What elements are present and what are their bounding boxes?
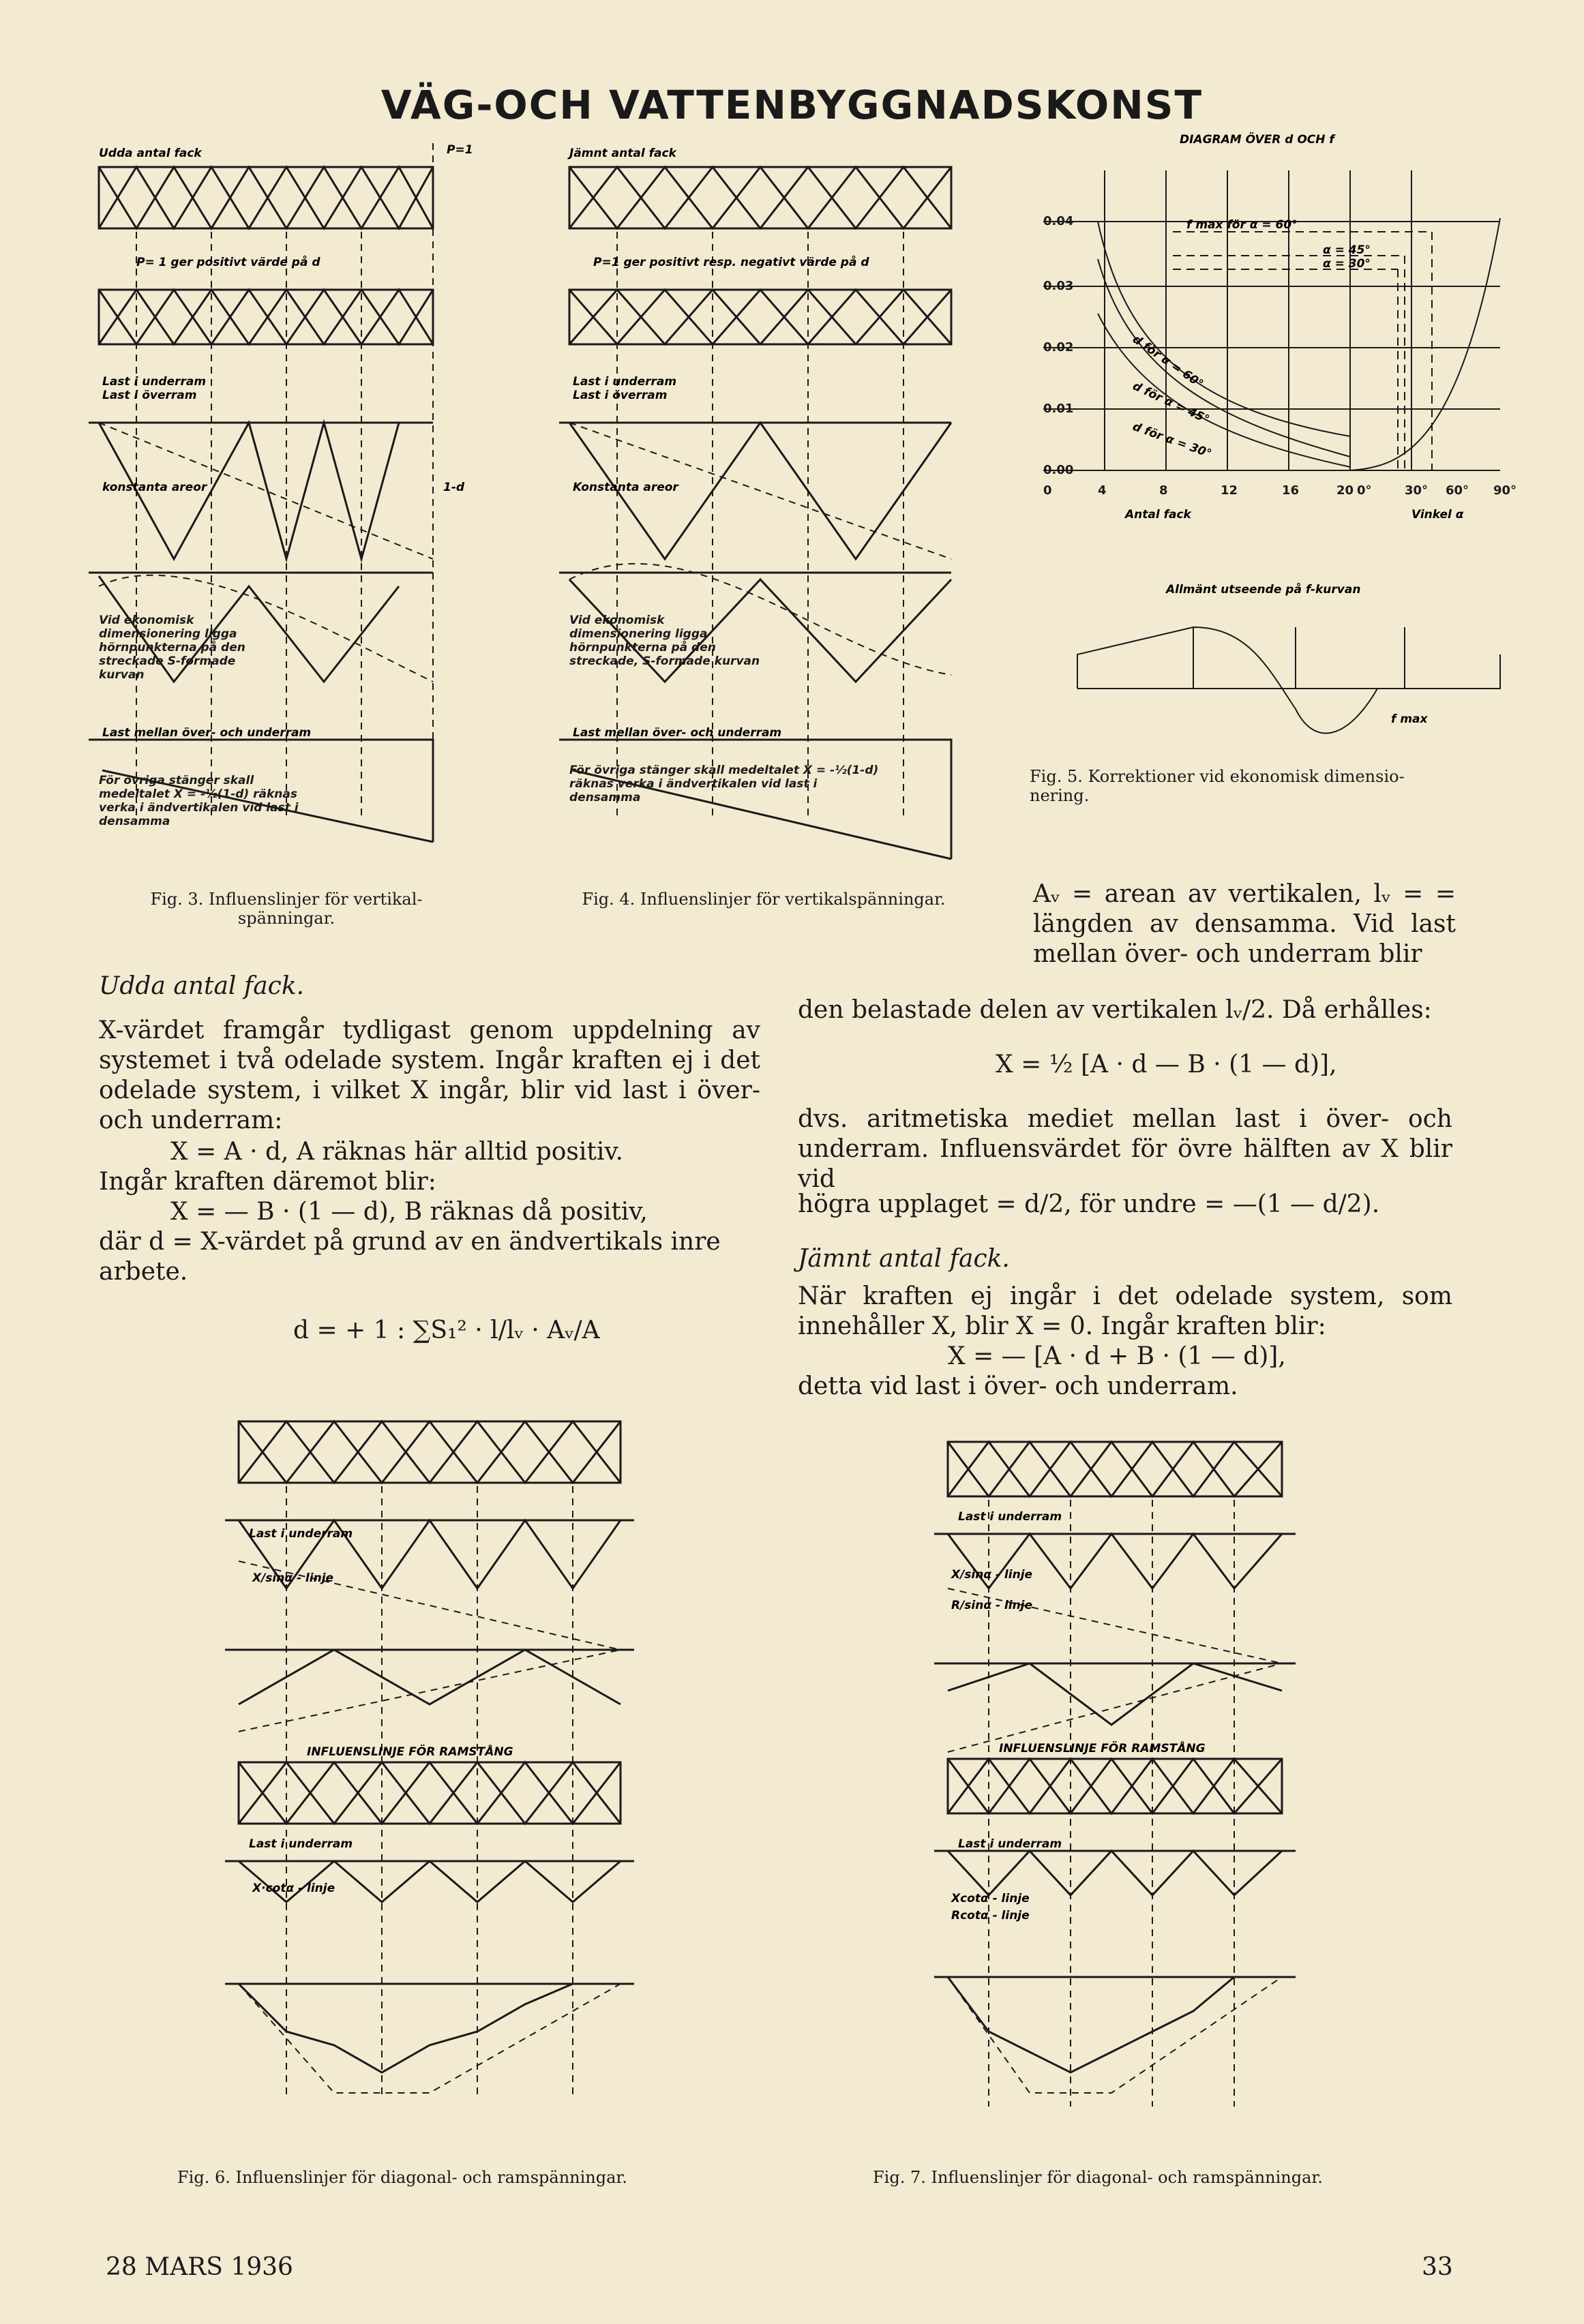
fig7-rcot: Rcotα - linje <box>951 1909 1030 1922</box>
fig6-under: Last i underram <box>249 1527 353 1541</box>
fig7-ramstang: INFLUENSLINJE FÖR RAMSTÅNG <box>999 1742 1206 1755</box>
fig5-xtick-12: 12 <box>1221 483 1238 498</box>
left-heading: Udda antal fack. <box>99 972 305 1000</box>
fig3-caption: Fig. 3. Influenslinjer för vertikal- spänningar. <box>150 890 423 928</box>
right-eq2: X = — [A · d + B · (1 — d)], <box>948 1342 1286 1370</box>
right-para5: När kraften ej ingår i det odelade system, som innehåller X, blir X = 0. Ingår kraften blir: <box>798 1282 1452 1340</box>
page-title: VÄG-OCH VATTENBYGGNADSKONST <box>380 82 1204 128</box>
fig3-note: P= 1 ger positivt värde på d <box>136 256 320 269</box>
fig5-ytick-4: 0.01 <box>1043 402 1074 416</box>
fig5-xtick-8: 8 <box>1159 483 1168 498</box>
fig5-ytick-5: 0.00 <box>1043 463 1074 477</box>
fig5-legend-30: α = 30° <box>1323 257 1371 271</box>
fig4-diagram <box>518 136 996 879</box>
fig5-legend-60: f max för α = 60° <box>1186 218 1298 232</box>
fig6-caption: Fig. 6. Influenslinjer för diagonal- och ramspänningar. <box>177 2168 627 2187</box>
fig4-legend-under: Last i underram <box>573 375 677 389</box>
fig7-xcot: Xcotα - linje <box>951 1892 1030 1905</box>
fig5-ytick-2: 0.03 <box>1043 279 1074 293</box>
fig3-label-top: Udda antal fack <box>99 147 202 160</box>
fig6-diagram <box>170 1411 689 2141</box>
fig5-xtick-90: 90° <box>1493 483 1517 498</box>
right-para2: den belastade delen av vertikalen lᵥ/2. Då erhålles: <box>798 996 1432 1024</box>
fig4-other: För övriga stänger skall medeltalet X = -½(1-d) räknas verka i ändvertikalen vid last i densamma <box>569 764 879 804</box>
fig5-xtick-0deg: 0° <box>1357 483 1372 498</box>
fig5-curve-30: d för α = 30° <box>1131 419 1214 462</box>
fig3-econ: Vid ekonomisk dimensionering ligga hörnpunkterna på den streckade S-formade kurvan <box>99 614 245 682</box>
fig3-legend-over: Last i överram <box>102 389 197 402</box>
fig5-ytick-3: 0.02 <box>1043 340 1074 354</box>
fig4-const: Konstanta areor <box>573 481 678 494</box>
fig5-xtick-16: 16 <box>1282 483 1300 498</box>
fig3-diagram <box>48 136 511 879</box>
fig7-caption: Fig. 7. Influenslinjer för diagonal- och ramspänningar. <box>873 2168 1323 2187</box>
left-eq2: X = — B · (1 — d), B räknas då positiv, <box>170 1198 648 1226</box>
fig6-under2: Last i underram <box>249 1837 353 1851</box>
left-eq1: X = A · d, A räknas här alltid positiv. <box>170 1138 623 1166</box>
fig4-caption: Fig. 4. Influenslinjer för vertikalspänningar. <box>582 890 946 909</box>
fig5-caption: Fig. 5. Korrektioner vid ekonomisk dimensio- nering. <box>1030 767 1405 805</box>
fig4-label-top: Jämnt antal fack <box>569 147 676 160</box>
left-eq3: d = + 1 : ∑S₁² · l/lᵥ · Aᵥ/A <box>293 1316 600 1344</box>
fig5-curve-45: d för α = 45° <box>1130 379 1212 427</box>
right-para6: detta vid last i över- och underram. <box>798 1372 1238 1400</box>
fig5-xlabel-left: Antal fack <box>1125 508 1191 522</box>
left-para3: där d = X-värdet på grund av en ändvertikals inre arbete. <box>99 1228 721 1286</box>
fig4-legend-over: Last i överram <box>573 389 668 402</box>
fig4-note: P=1 ger positivt resp. negativt värde på d <box>593 256 869 269</box>
fig5-legend-45: α = 45° <box>1323 243 1371 257</box>
fig7-under2: Last i underram <box>958 1837 1062 1851</box>
fig5-xtick-30: 30° <box>1405 483 1429 498</box>
fig7-xline: X/sinα - linje <box>951 1568 1033 1582</box>
fig3-one-minus-d: 1-d <box>443 481 465 494</box>
fig5-ytick-1: 0.04 <box>1043 214 1074 228</box>
footer-date: 28 MARS 1936 <box>106 2253 293 2281</box>
right-para3: dvs. aritmetiska mediet mellan last i över- och underram. Influensvärdet för övre hälften av X blir vid <box>798 1105 1452 1193</box>
fig3-label-p1: P=1 <box>447 143 473 157</box>
right-heading: Jämnt antal fack. <box>798 1245 1010 1273</box>
right-eq1: X = ½ [A · d — B · (1 — d)], <box>996 1051 1337 1078</box>
fig7-diagram <box>873 1432 1377 2141</box>
fig5-xtick-60: 60° <box>1446 483 1469 498</box>
fig5-sub-title: Allmänt utseende på f-kurvan <box>1166 583 1361 597</box>
fig3-between: Last mellan över- och underram <box>102 726 312 740</box>
fig6-xcot: X·cotα - linje <box>252 1882 335 1895</box>
footer-page: 33 <box>1422 2253 1453 2281</box>
fig5-xtick-0: 0 <box>1043 483 1052 498</box>
left-para1: X-värdet framgår tydligast genom uppdelning av systemet i två odelade system. Ingår kraften ej i det odelade system, i vilket X ingår, blir vid last i över- och underram: <box>99 1016 760 1134</box>
left-para2: Ingår kraften däremot blir: <box>99 1168 436 1196</box>
right-para1: Aᵥ = arean av vertikalen, lᵥ = = längden av densamma. Vid last mellan över- och underram blir <box>1033 880 1456 968</box>
fig3-legend-under: Last i underram <box>102 375 207 389</box>
fig3-other: För övriga stänger skall medeltalet X = -½(1-d) räknas verka i ändvertikalen vid last i densamma <box>99 774 299 828</box>
fig5-diagram <box>1023 123 1555 736</box>
fig5-fmax: f max <box>1391 712 1428 726</box>
fig5-title: DIAGRAM ÖVER d OCH f <box>1180 133 1334 147</box>
right-para4: högra upplaget = d/2, för undre = —(1 — d/2). <box>798 1190 1380 1218</box>
fig4-econ: Vid ekonomisk dimensionering ligga hörnpunkterna på den streckade, S-formade kurvan <box>569 614 760 668</box>
fig5-curve-60: d för α = 60° <box>1130 332 1206 391</box>
fig7-under: Last i underram <box>958 1510 1062 1524</box>
fig5-xtick-4: 4 <box>1098 483 1107 498</box>
fig6-ramstang: INFLUENSLINJE FÖR RAMSTÅNG <box>307 1745 513 1759</box>
fig5-xtick-20: 20 <box>1336 483 1354 498</box>
fig4-between: Last mellan över- och underram <box>573 726 782 740</box>
fig6-xline: X/sinα - linje <box>252 1571 334 1585</box>
fig7-rline: R/sinα - linje <box>951 1599 1033 1612</box>
fig3-const: konstanta areor <box>102 481 207 494</box>
fig5-xlabel-right: Vinkel α <box>1411 508 1464 522</box>
